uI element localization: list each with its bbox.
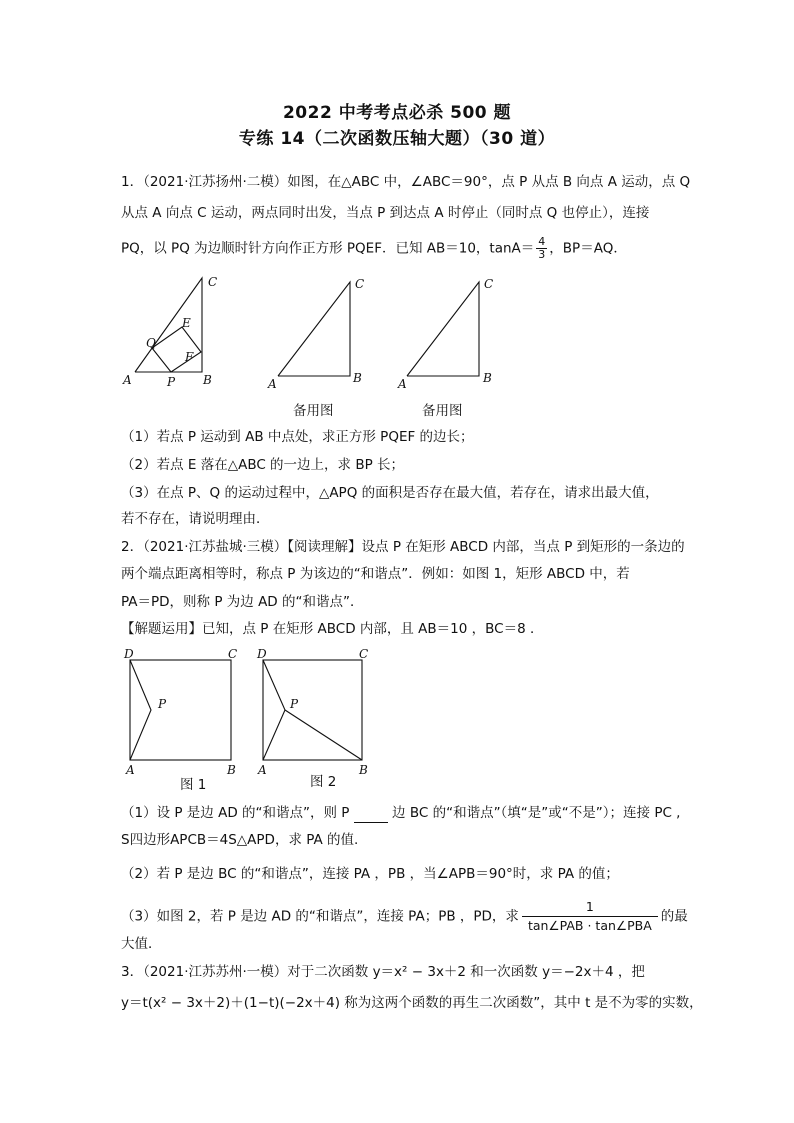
- fig2-rect-abcd: [263, 660, 362, 760]
- fig1-label-d: D: [124, 647, 134, 661]
- q2-line4: 【解题运用】已知，点 P 在矩形 ABCD 内部，且 AB＝10 ，BC＝8 ．: [121, 621, 544, 637]
- label-a: A: [123, 373, 132, 387]
- label-b: B: [203, 373, 212, 387]
- fig2-rectangle: [263, 660, 362, 760]
- q1-line3-text-a: PQ，以 PQ 为边顺时针方向作正方形 PQEF．已知 AB＝10，tanA＝: [121, 240, 535, 257]
- q1-sub2: （2）若点 E 落在△ABC 的一边上，求 BP 长；: [121, 457, 405, 473]
- q1-line3: [121, 236, 627, 261]
- fig2-label-p: P: [290, 697, 299, 711]
- q2-sub3b: 大值．: [121, 936, 162, 952]
- label-f: F: [185, 350, 194, 364]
- doc-title-line1: 2022 中考考点必杀 500 题: [282, 103, 512, 123]
- spare2-label-a: A: [398, 377, 407, 391]
- fig2-label-c: C: [359, 647, 369, 661]
- q1-line1: 1．（2021·江苏扬州·二模）如图，在△ABC 中，∠ABC＝90°，点 P 从点 B 向点 A 运动，点 Q: [121, 174, 691, 190]
- tanA-denominator: 3: [538, 248, 546, 261]
- tan-fraction-denominator: tan∠PAB · tan∠PBA: [527, 918, 652, 933]
- label-q: Q: [146, 336, 156, 350]
- spare-triangle-1: [278, 282, 350, 376]
- q2-line1: 2．（2021·江苏盐城·三模）【阅读理解】设点 P 在矩形 ABCD 内部，当点 P 到矩形的一条边的: [121, 539, 685, 555]
- answer-blank[interactable]: [354, 808, 388, 823]
- fig1-rect-abcd: [130, 660, 231, 760]
- fig1-label-c: C: [228, 647, 238, 661]
- spare-figure-1: [278, 282, 350, 376]
- fig2-segments-pa-pd: [263, 660, 285, 760]
- square-pqef: [152, 327, 201, 372]
- label-p: P: [167, 375, 176, 389]
- spare2-label-c: C: [484, 277, 494, 291]
- fig2-segment-pb: [285, 710, 362, 760]
- tanA-numerator: 4: [538, 235, 546, 248]
- q1-sub1: （1）若点 P 运动到 AB 中点处，求正方形 PQEF 的边长；: [121, 429, 474, 445]
- q2-sub3a-post: 的最: [660, 908, 688, 925]
- q2-sub1a-pre: （1）设 P 是边 AD 的“和谐点”，则 P: [121, 805, 354, 821]
- q1-figures: [115, 272, 515, 392]
- fig2-label-b: B: [359, 763, 368, 777]
- fig1-rectangle: [130, 660, 231, 760]
- fig2-label-a: A: [258, 763, 267, 777]
- fig1-label-p: P: [158, 697, 167, 711]
- q2-sub2: （2）若 P 是边 BC 的“和谐点”，连接 PA ，PB ，当∠APB＝90°时，求 PA 的值；: [121, 866, 619, 882]
- spare-caption-1: 备用图: [293, 403, 334, 419]
- q1-line3-text-b: ，BP＝AQ．: [549, 240, 627, 257]
- spare1-label-b: B: [353, 371, 362, 385]
- q2-sub1a: [121, 803, 680, 823]
- q1-sub3a: （3）在点 P、Q 的运动过程中，△APQ 的面积是否存在最大值，若存在，请求出最大值，: [121, 485, 659, 501]
- spare2-label-b: B: [483, 371, 492, 385]
- q2-figures: [115, 642, 385, 782]
- label-c: C: [208, 275, 218, 289]
- fig1-caption: 图 1: [180, 777, 207, 793]
- q2-line3: PA＝PD，则称 P 为边 AD 的“和谐点”．: [121, 594, 364, 610]
- tan-product-fraction: [522, 898, 658, 935]
- spare1-label-c: C: [355, 277, 365, 291]
- fig2-label-d: D: [257, 647, 267, 661]
- tan-fraction-numerator: 1: [522, 898, 658, 917]
- spare-triangle-2: [407, 282, 479, 376]
- q1-sub3b: 若不存在，请说明理由．: [121, 511, 270, 527]
- spare-caption-2: 备用图: [422, 403, 463, 419]
- label-e: E: [182, 316, 191, 330]
- fig1-label-b: B: [227, 763, 236, 777]
- fig2-caption: 图 2: [310, 774, 337, 790]
- fig1-label-a: A: [126, 763, 135, 777]
- spare1-label-a: A: [268, 377, 277, 391]
- q2-sub1a-post: 边 BC 的“和谐点”（填“是”或“不是”）；连接 PC ,: [387, 805, 681, 821]
- q3-line1: 3．（2021·江苏苏州·一模）对于二次函数 y＝x² − 3x＋2 和一次函数 y＝−2x＋4 ，把: [121, 964, 645, 980]
- q1-line2: 从点 A 向点 C 运动，两点同时出发，当点 P 到达点 A 时停止（同时点 Q 也停止），连接: [121, 205, 650, 221]
- fig1-segments-pa-pd: [130, 660, 151, 760]
- tanA-fraction: [536, 236, 547, 261]
- q2-sub3a-pre: （3）如图 2，若 P 是边 AD 的“和谐点”，连接 PA；PB ，PD，求: [121, 908, 519, 925]
- spare-figure-2: [407, 282, 479, 376]
- q2-line2: 两个端点距离相等时，称点 P 为该边的“和谐点”．例如：如图 1，矩形 ABCD 中，若: [121, 566, 630, 582]
- doc-title-line2: 专练 14（二次函数压轴大题）（30 道）: [238, 129, 556, 149]
- q2-sub3a: [121, 898, 688, 935]
- q2-sub1b: S四边形APCB＝4S△APD，求 PA 的值.: [121, 832, 359, 848]
- q3-line2: y＝t(x² − 3x＋2)＋(1−t)(−2x＋4) 称为这两个函数的再生二次函数”，其中 t 是不为零的实数，: [121, 995, 703, 1011]
